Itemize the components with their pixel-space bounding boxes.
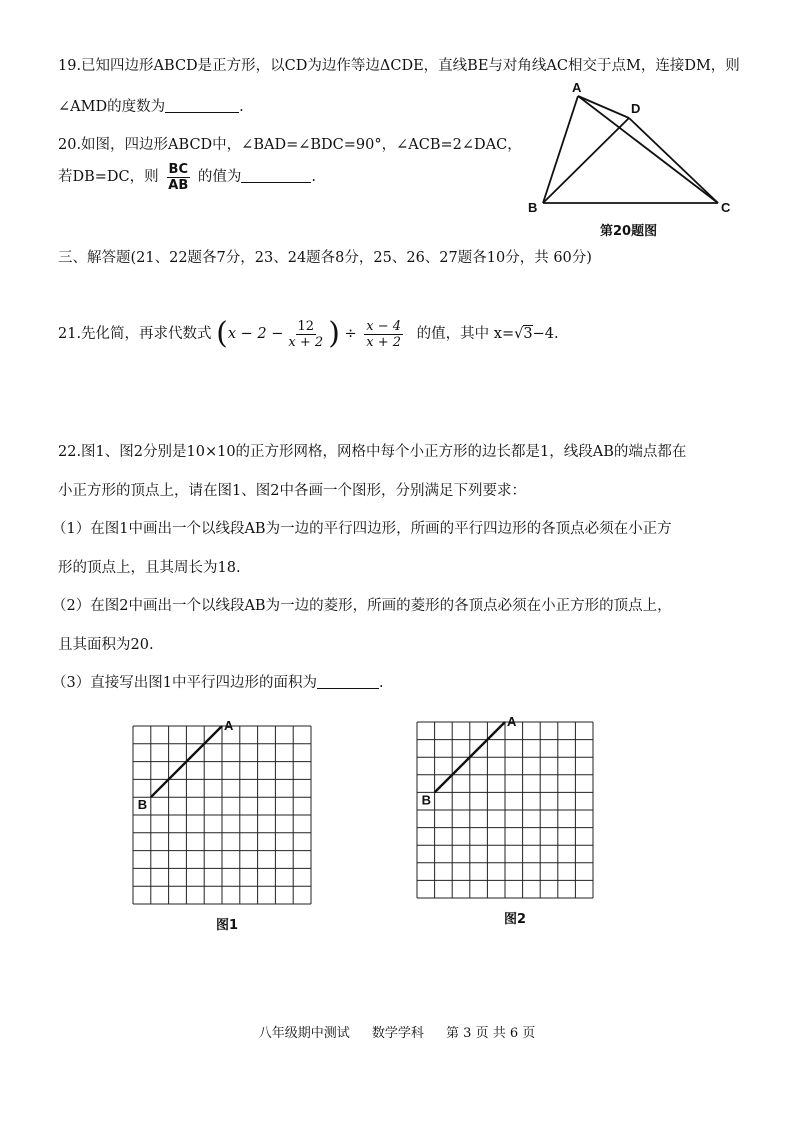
q20-line2 [58,160,316,194]
q22-item3-suffix: . [378,675,384,691]
footer-page: 第 3 页 共 6 页 [446,1026,536,1041]
q20-answer-blank[interactable] [241,167,311,183]
q19-line1: 19.已知四边形ABCD是正方形，以CD为边作等边ΔCDE，直线BE与对角线AC相交于点M，连接DM，则 [58,58,740,74]
q20-line2-prefix: 若DB=DC，则 [58,169,159,185]
q21-expr-left: x − 2 − [227,326,284,342]
q20-line2-mid: 的值为 [197,169,242,185]
q22-item3-prefix: （3）直接写出图1中平行四边形的面积为 [52,675,317,691]
footer-subject: 数学学科 [371,1026,424,1041]
q22-item1-line1: （1）在图1中画出一个以线段AB为一边的平行四边形，所画的平行四边形的各顶点必须在小正方 [52,521,672,537]
q21-suffix-a: 的值，其中 x= [416,326,515,342]
q20-label-a: A [572,80,582,95]
figure1-label-a: A [224,718,234,733]
q19-line2-suffix: . [239,99,244,115]
footer-exam: 八年级期中测试 [258,1026,350,1041]
q22-item2-line2: 且其面积为20. [58,637,154,653]
q22-item3 [52,673,384,693]
q20-segment-dc [629,118,718,203]
page-footer [0,1022,794,1041]
q20-label-c: C [721,200,731,215]
q20-line1: 20.如图，四边形ABCD中，∠BAD=∠BDC=90°，∠ACB=2∠DAC， [58,137,522,153]
figure1-grid [128,718,318,928]
q21-divide-sign: ÷ [344,326,357,342]
q21-sqrt: √3 [514,326,533,342]
q22-item1-line2: 形的顶点上，且其周长为18. [58,560,241,576]
section3-heading: 三、解答题(21、22题各7分，23、24题各8分，25、26、27题各10分，共 60分) [58,250,592,266]
figure1-caption: 图1 [216,918,239,933]
q21-fraction-2 [364,319,403,350]
q20-frac-denominator: AB [168,177,189,193]
figure2-caption: 图2 [504,912,527,927]
q22-line2: 小正方形的顶点上，请在图1、图2中各画一个图形，分别满足下列要求： [58,483,526,499]
q21-frac2-numerator: x − 4 [366,318,402,334]
q20-segment-ac [578,96,718,203]
q21-frac1-numerator: 12 [297,318,315,334]
q20-label-d: D [631,101,641,116]
q21-sqrt-radicand: 3 [523,326,533,342]
q21-left-paren: ( [216,316,228,351]
q20-segment-ab [543,96,578,203]
figure2-label-b: B [421,792,431,808]
figure2-label-a: A [507,714,517,729]
q20-fraction [166,162,190,193]
q19-answer-blank[interactable] [165,97,239,113]
q21-fraction-1 [286,319,325,350]
figure1-label-b: B [137,797,148,813]
q21-frac2-denominator: x + 2 [366,334,402,350]
q21-right-paren: ) [328,316,340,351]
q21-line [58,314,559,354]
q20-figure-caption: 第20题图 [600,224,658,239]
q20-segment-ad [578,96,629,118]
q20-label-b: B [528,200,538,215]
q22-line1: 22.图1、图2分别是10×10的正方形网格，网格中每个小正方形的边长都是1，线段AB的端点都在 [58,444,687,460]
q20-segment-bd [543,118,629,203]
q22-item2-line1: （2）在图2中画出一个以线段AB为一边的菱形，所画的菱形的各顶点必须在小正方形的顶点上， [52,598,672,614]
q21-suffix-b: −4. [532,326,559,342]
q20-line2-suffix: . [311,169,316,185]
q21-prefix: 21.先化简，再求代数式 [58,326,212,342]
q22-item3-answer-blank[interactable] [317,673,379,689]
figure2-grid [412,712,612,912]
q21-frac1-denominator: x + 2 [288,334,324,350]
q19-line2 [58,97,244,117]
q20-frac-numerator: BC [168,161,188,177]
q19-line2-prefix: ∠AMD的度数为 [58,99,166,115]
